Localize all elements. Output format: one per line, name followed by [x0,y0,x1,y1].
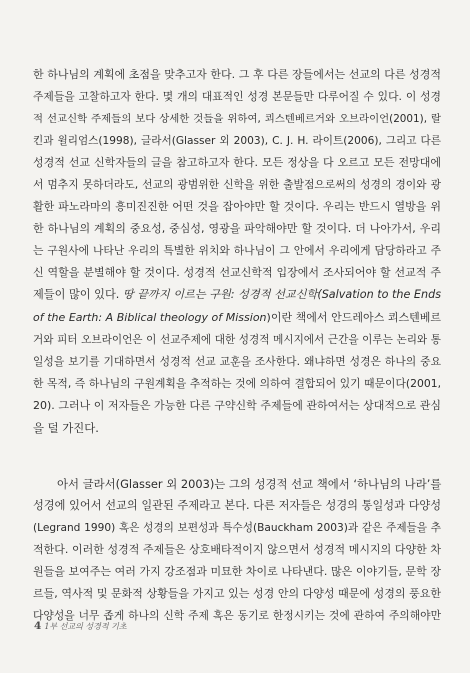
paragraph-line: (Legrand 1990) 혹은 성경의 보편성과 특수성(Bauckham 2003)과 같은 주제들을 추 [33,522,441,535]
page-footer [34,620,127,632]
paragraph-line: 다양성을 너무 좁게 하나의 신학 주제 혹은 동기로 한정시키는 것에 관하여 주의해야만 [33,609,441,623]
paragraph-line: 한 목적, 즉 하나님의 구원계획을 추적하는 것에 의하여 결합되어 있기 때문이다(2001, [33,376,441,390]
paragraph-line: 신 역할을 분별해야 할 것이다. 성경적 선교신학적 입장에서 조사되어야 할 선교적 주 [33,266,441,280]
paragraph-line: 원들을 보여주는 여러 가지 강조점과 미묘한 차이로 나타낸다. 많은 이야기들, 문학 장 [33,565,441,579]
paragraph-line: 는 구원사에 나타난 우리의 특별한 위치와 하나님이 그 안에서 우리에게 담당하라고 주 [33,244,441,258]
paragraph-line: 적한다. 이러한 성경적 주제들은 상호배타적이지 않으면서 성경적 메시지의 다양한 차 [33,543,441,557]
paragraph-line: 20). 그러나 이 저자들은 가능한 다른 구약신학 주제들에 관하여서는 상대적으로 관심 [33,398,441,412]
paragraph-line: 르들, 역사적 및 문화적 상황들을 가지고 있는 성경 안의 다양성 때문에 성경의 풍요한 [33,587,441,601]
book-title-english: of the Earth: A Biblical theology of Mission [33,310,267,324]
paragraph-line: 아서 글라서(Glasser 외 2003)는 그의 성경적 선교 책에서 ‘하나님의 나라’를 [57,477,442,491]
paragraph-1 [33,64,441,439]
paragraph-line: of the Earth: A Biblical theology of Mission)이란 책에서 안드레아스 쾨스텐베르 [33,310,441,324]
paragraph-line: 적 선교신학 주제들의 보다 상세한 것들을 위하여, 쾨스텐베르거와 오브라이언(2001), 랄 [33,113,441,126]
paragraph-line: 주제들을 고찰하고자 한다. 몇 개의 대표적인 성경 본문들만 다루어질 수 있다. 이 성경 [33,90,441,104]
paragraph-line: 제들이 많이 있다. 땅 끝까지 이르는 구원: 성경적 선교신학(Salvation to the Ends [33,288,442,302]
paragraph-line: 을 덜 가진다. [33,420,99,435]
paragraph-line: 킨과 윌리엄스(1998), 글라서(Glasser 외 2003), C. J. H. 라이트(2006), 그리고 다른 [33,135,441,148]
paragraph-line: 일성을 보기를 기대하면서 성경적 선교 교훈을 조사한다. 왜냐하면 성경은 하나의 중요 [33,354,441,368]
running-head: 1부 선교의 성경적 기초 [44,622,127,631]
paragraph-line: 거와 피터 오브라이언은 이 선교주제에 대한 성경적 메시지에서 근간을 이루는 논리와 통 [33,333,441,346]
paragraph-line: 활한 파노라마의 흥미진진한 어떤 것을 잡아야만 할 것이다. 우리는 반드시 열방을 위 [33,200,441,214]
paragraph-line: 성경에 있어서 선교의 일관된 주제라고 본다. 다른 저자들은 성경의 통일성과 다양성 [33,499,441,513]
paragraph-line: 성경적 선교 신학자들의 글을 참고하고자 한다. 모든 정상을 다 오르고 모든 전망대에 [33,156,441,170]
paragraph-2 [33,473,441,627]
paragraph-line: 서 멈추지 못하더라도, 선교의 광범위한 신학을 위한 출발점으로써의 성경의 경이와 광 [33,178,441,192]
page-number: 4 [34,620,42,632]
book-title-korean: 땅 끝까지 이르는 구원: 성경적 선교신학(Salvation to the Ends [122,288,442,302]
paragraph-line: 한 하나님의 계획에 초점을 맞추고자 한다. 그 후 다른 장들에서는 선교의 다른 성경적 [33,68,441,81]
paragraph-line: 한 하나님의 계획의 중요성, 중심성, 영광을 파악해야만 할 것이다. 더 나아가서, 우리 [33,222,441,236]
